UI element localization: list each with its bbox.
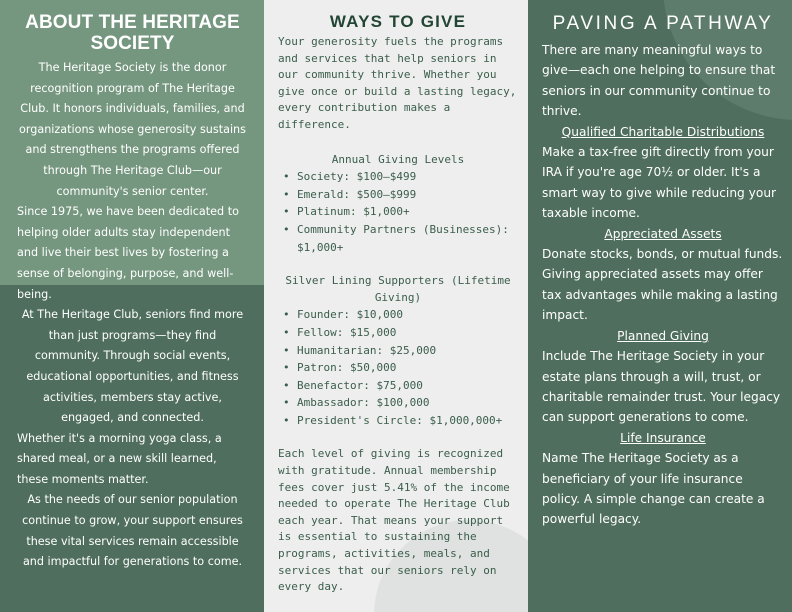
- planned-giving-text: Include The Heritage Society in your estate plans through a will, trust, or charitable remainder trust. Your legacy can support generations to come.: [542, 349, 781, 425]
- ways-closing: Each level of giving is recognized with gratitude. Annual membership fees cover just 5.41% of the income needed to operate The Heritage Club each year. That means your support is essential to sustaining the programs, activities, meals, and services that our seniors rely on every day.: [278, 447, 510, 594]
- planned-giving-heading: Planned Giving: [617, 328, 709, 343]
- annual-giving-list: [278, 168, 518, 256]
- ways-title: WAYS TO GIVE: [329, 12, 467, 31]
- qcd-text: Make a tax-free gift directly from your IRA if you're age 70½ or older. It's a smart way to give while reducing your taxable income.: [542, 145, 777, 221]
- pathway-intro: There are many meaningful ways to give—each one helping to ensure that seniors in our community continue to thrive.: [542, 43, 776, 119]
- about-paragraph-1: The Heritage Society is the donor recognition program of The Heritage Club. It honors individuals, families, and organizations whose generosity sustains and strengthens the programs offered through The Heritage Club—our community's senior center.: [19, 61, 246, 198]
- life-insurance-heading: Life Insurance: [620, 430, 706, 445]
- silver-lining-heading: Silver Lining Supporters (Lifetime Giving): [285, 274, 511, 304]
- pathway-panel: [528, 0, 792, 612]
- list-item: • Community Partners (Businesses): $1,000+: [283, 221, 518, 256]
- list-item: • Platinum: $1,000+: [283, 203, 518, 221]
- list-item: • Founder: $10,000: [283, 306, 518, 324]
- ways-to-give-panel: [264, 0, 528, 612]
- list-item: • Ambassador: $100,000: [283, 394, 518, 412]
- appreciated-assets-heading: Appreciated Assets: [604, 226, 722, 241]
- list-item: • Humanitarian: $25,000: [283, 342, 518, 360]
- about-paragraph-5: As the needs of our senior population continue to grow, your support ensures these vital services remain accessible and impactful for generations to come.: [22, 493, 243, 569]
- life-insurance-text: Name The Heritage Society as a beneficiary of your life insurance policy. A simple change can create a powerful legacy.: [542, 451, 765, 527]
- list-item: • Fellow: $15,000: [283, 324, 518, 342]
- about-content: [0, 0, 264, 573]
- annual-giving-heading: Annual Giving Levels: [331, 152, 465, 166]
- list-item: • Society: $100–$499: [283, 168, 518, 186]
- about-paragraph-3: At The Heritage Club, seniors find more than just programs—they find community. Through social events, educational opportunities, and fitness activities, members stay active, engaged, and connected.: [21, 308, 244, 425]
- list-item: • Patron: $50,000: [283, 359, 518, 377]
- silver-lining-list: [278, 306, 518, 429]
- appreciated-assets-text: Donate stocks, bonds, or mutual funds. Giving appreciated assets may offer tax advantages while making a lasting impact.: [542, 247, 783, 323]
- qcd-heading: Qualified Charitable Distributions: [561, 124, 765, 139]
- about-paragraph-4: Whether it's a morning yoga class, a shared meal, or a new skill learned, these moments matter.: [17, 431, 222, 486]
- list-item: • Emerald: $500–$999: [283, 186, 518, 204]
- about-title: ABOUT THE HERITAGE SOCIETY: [25, 12, 240, 54]
- pathway-content: [528, 0, 792, 530]
- ways-intro: Your generosity fuels the programs and services that help seniors in our community thrive. Whether you give once or build a lasting legacy, every contribution makes a difference.: [278, 35, 517, 131]
- about-paragraph-2: Since 1975, we have been dedicated to helping older adults stay independent and live their best lives by fostering a sense of belonging, purpose, and well-being.: [17, 205, 239, 301]
- ways-content: [264, 0, 528, 596]
- pathway-title: PAVING A PATHWAY: [552, 13, 774, 34]
- about-panel: [0, 0, 264, 612]
- list-item: • Benefactor: $75,000: [283, 377, 518, 395]
- list-item: • President's Circle: $1,000,000+: [283, 412, 518, 430]
